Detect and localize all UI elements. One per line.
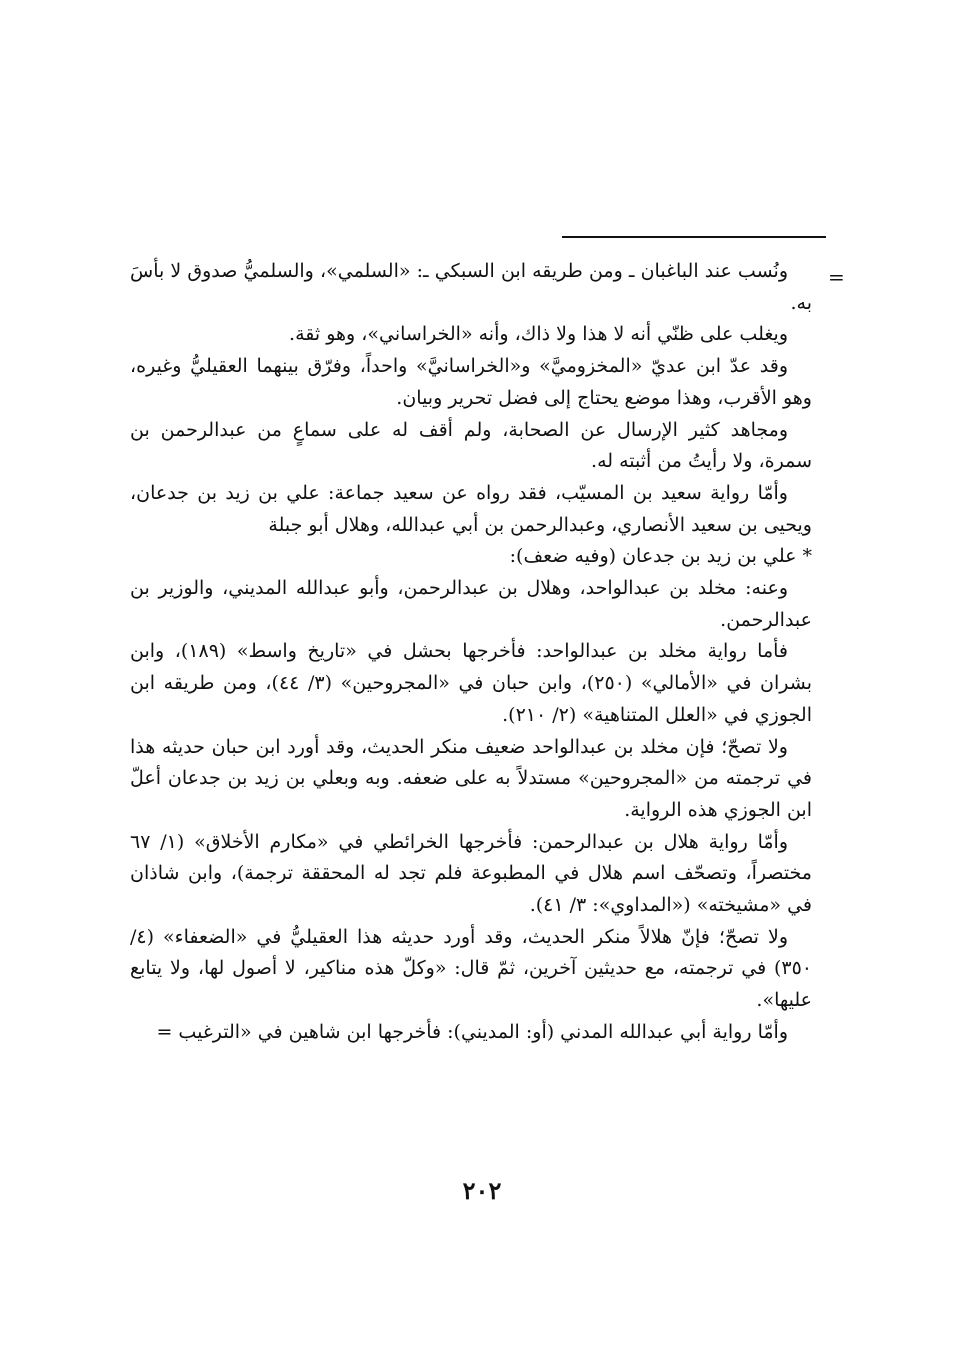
paragraph-makhlad-riwaya: فأما رواية مخلد بن عبدالواحد: فأخرجها بحشل في «تاريخ واسط» (١٨٩)، وابن بشران في «الأمالي» (٢٥٠)، وابن حبان في «المجروحين» (٣/ ٤٤)، ومن طريقه ابن الجوزي في «العلل المتناهية» (٢/ ٢١٠). bbox=[130, 640, 812, 726]
paragraph-ibn-adi: وقد عدّ ابن عديّ «المخزوميَّ» و«الخراسانيَّ» واحداً، وفرّق بينهما العقيليُّ وغيره، وهو الأقرب، وهذا موضع يحتاج إلى فضل تحرير وبيان. bbox=[130, 355, 812, 409]
footnote-body bbox=[130, 256, 812, 1156]
footnote-separator-rule bbox=[562, 236, 826, 238]
paragraph-ali-ibn-zayd-heading: * علي بن زيد بن جدعان (وفيه ضعف): bbox=[509, 545, 812, 568]
continuation-marker: = bbox=[828, 265, 845, 289]
paragraph-hilal-weak: ولا تصحّ؛ فإنّ هلالاً منكر الحديث، وقد أورد حديثه هذا العقيليُّ في «الضعفاء» (٤/ ٣٥٠) في ترجمته، مع حديثين آخرين، ثمّ قال: «وكلّ هذه مناكير، لا أصول لها، ولا يتابع عليها». bbox=[130, 925, 812, 1012]
paragraph-abu-abdillah: وأمّا رواية أبي عبدالله المدني (أو: المديني): فأخرجها ابن شاهين في «الترغيب = bbox=[156, 1020, 788, 1043]
page-number: ٢٠٢ bbox=[462, 1176, 502, 1205]
paragraph-sulami: ونُسب عند الباغبان ـ ومن طريقه ابن السبكي ـ: «السلمي»، والسلميُّ صدوق لا بأسَ به. bbox=[130, 260, 812, 314]
paragraph-hilal-riwaya: وأمّا رواية هلال بن عبدالرحمن: فأخرجها الخرائطي في «مكارم الأخلاق» (١/ ٦٧ مختصراً، وتصحّف اسم هلال في المطبوعة فلم تجد له المحققة ترجمة)، وابن شاذان في «مشيخته» («المداوي»: ٣/ ٤١). bbox=[130, 830, 812, 917]
paragraph-said-ibn-musayyib: وأمّا رواية سعيد بن المسيّب، فقد رواه عن سعيد جماعة: علي بن زيد بن جدعان، ويحيى بن سعيد الأنصاري، وعبدالرحمن بن أبي عبدالله، وهلال أبو جبلة bbox=[130, 481, 812, 536]
paragraph-narrators: وعنه: مخلد بن عبدالواحد، وهلال بن عبدالرحمن، وأبو عبدالله المديني، والوزير بن عبدالرحمن. bbox=[130, 577, 812, 631]
paragraph-makhlad-weak: ولا تصحّ؛ فإن مخلد بن عبدالواحد ضعيف منكر الحديث، وقد أورد ابن حبان حديثه هذا في ترجمته من «المجروحين» مستدلاً به على ضعفه. وبه وبعلي بن زيد بن جدعان أعلّ ابن الجوزي هذه الرواية. bbox=[130, 735, 812, 821]
paragraph-khurasani: ويغلب على ظنّي أنه لا هذا ولا ذاك، وأنه «الخراساني»، وهو ثقة. bbox=[289, 323, 788, 346]
paragraph-mujahid: ومجاهد كثير الإرسال عن الصحابة، ولم أقف له على سماعٍ من عبدالرحمن بن سمرة، ولا رأيتُ من أثبته له. bbox=[130, 418, 812, 473]
